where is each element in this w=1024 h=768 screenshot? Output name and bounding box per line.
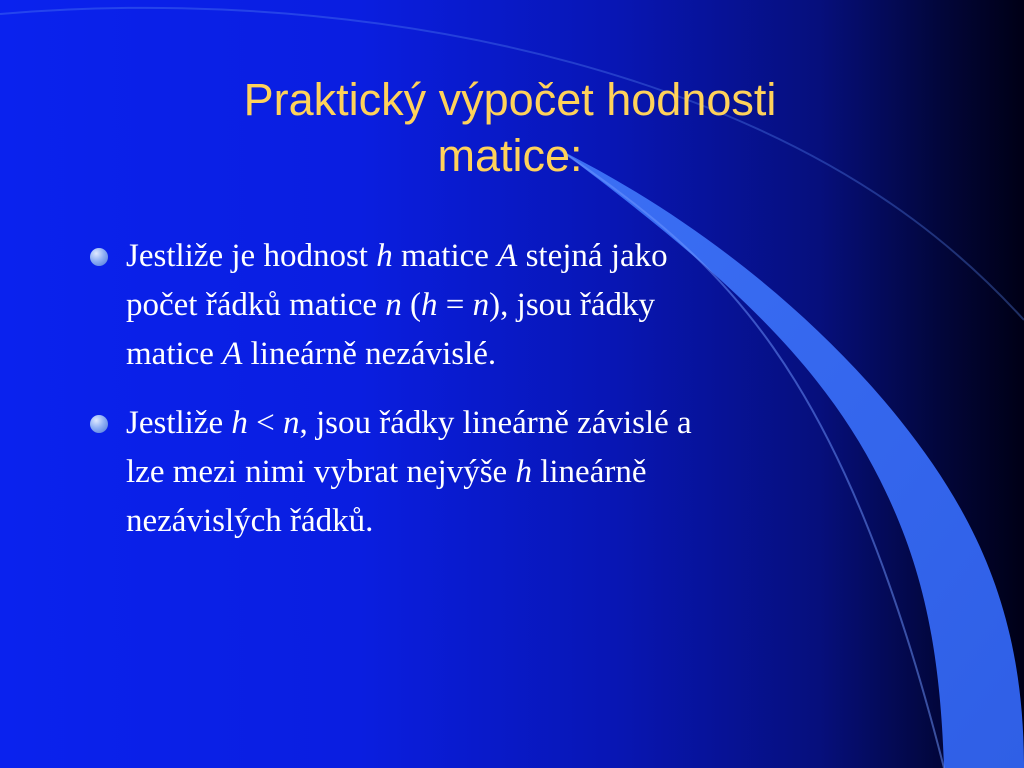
bullet-text: [126, 399, 948, 546]
math-variable: h: [421, 287, 438, 323]
bullet-text-line: lze mezi nimi vybrat nejvýše h lineárně: [126, 454, 647, 490]
math-variable: n: [283, 405, 300, 441]
bullet-text: [126, 232, 948, 379]
bullet-dot-icon: [90, 415, 108, 433]
math-variable: n: [385, 287, 402, 323]
bullet-text-line: Jestliže je hodnost h matice A stejná jako: [126, 238, 668, 274]
bullet-item-1: [88, 232, 948, 379]
slide-title-line-1: Praktický výpočet hodnosti: [243, 74, 777, 125]
bullet-text-line: počet řádků matice n (h = n), jsou řádky: [126, 287, 656, 323]
math-variable: A: [497, 238, 518, 274]
bullet-text-line: nezávislých řádků.: [126, 503, 374, 539]
math-variable: n: [472, 287, 490, 323]
slide-title-line-2: matice:: [437, 130, 583, 181]
math-variable: A: [222, 336, 243, 372]
math-variable: h: [515, 454, 532, 490]
bullet-dot-icon: [90, 248, 108, 266]
slide-title: [60, 72, 960, 184]
bullet-item-2: [88, 399, 948, 546]
math-variable: h: [376, 238, 393, 274]
bullet-text-line: matice A lineárně nezávislé.: [126, 336, 497, 372]
bullet-list: [88, 232, 948, 566]
bullet-text-line: Jestliže h < n, jsou řádky lineárně závislé a: [126, 405, 692, 441]
math-variable: h: [231, 405, 248, 441]
